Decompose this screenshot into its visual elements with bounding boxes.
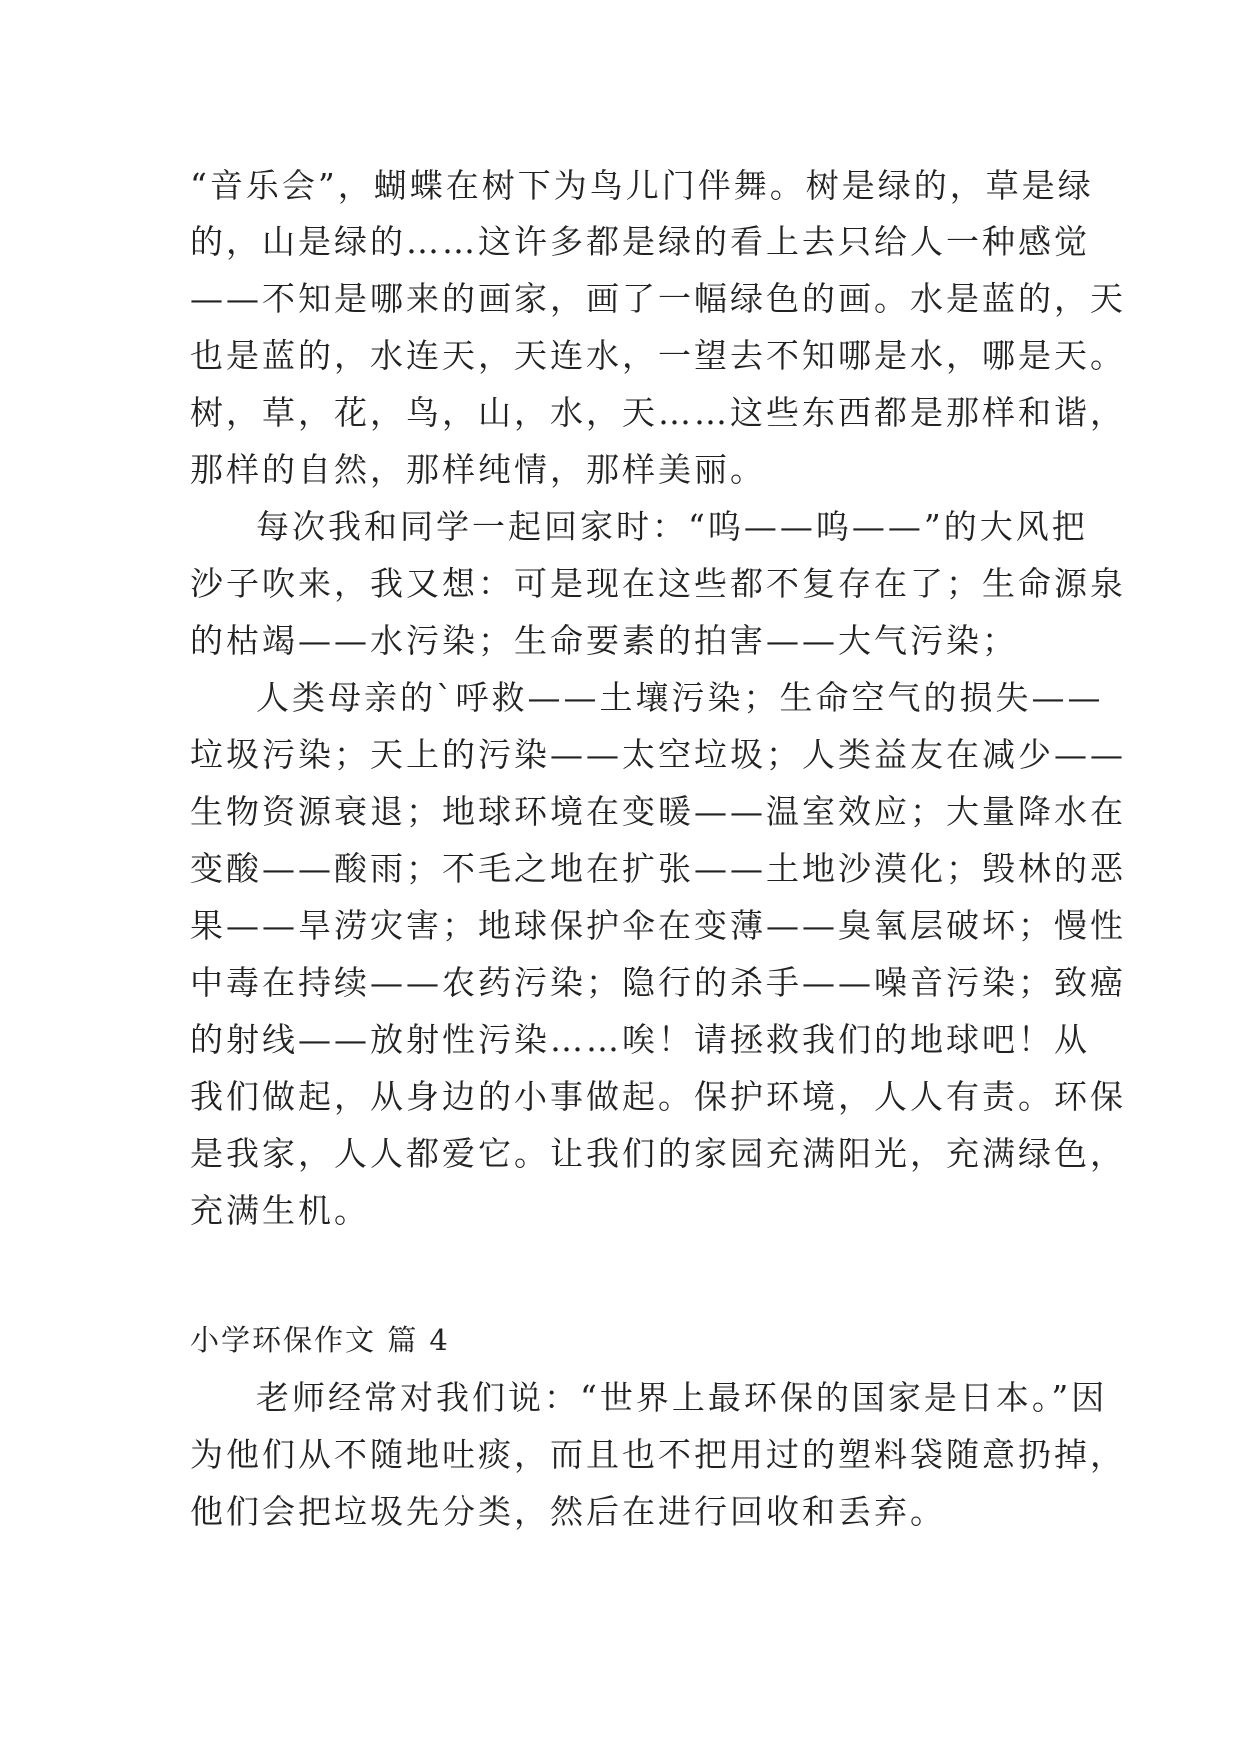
text-line: 为他们从不随地吐痰，而且也不把用过的塑料袋随意扔掉， xyxy=(190,1435,1126,1474)
text-line: 树，草，花，鸟，山，水，天……这些东西都是那样和谐， xyxy=(190,393,1126,432)
text-line: 沙子吹来，我又想：可是现在这些都不复存在了；生命源泉 xyxy=(190,564,1126,603)
text-line: 也是蓝的，水连天，天连水，一望去不知哪是水，哪是天。 xyxy=(190,336,1126,375)
text-line: 的，山是绿的……这许多都是绿的看上去只给人一种感觉 xyxy=(190,222,1090,261)
text-line: 那样的自然，那样纯情，那样美丽。 xyxy=(190,450,766,489)
text-line: ——不知是哪来的画家，画了一幅绿色的画。水是蓝的，天 xyxy=(190,279,1126,318)
text-line: 垃圾污染；天上的污染——太空垃圾；人类益友在减少—— xyxy=(190,735,1126,774)
text-line: 中毒在持续——农药污染；隐行的杀手——噪音污染；致癌 xyxy=(190,963,1126,1002)
section-heading: 小学环保作文 篇 4 xyxy=(190,1323,450,1357)
text-line: 果——旱涝灾害；地球保护伞在变薄——臭氧层破坏；慢性 xyxy=(190,906,1126,945)
text-line: 生物资源衰退；地球环境在变暖——温室效应；大量降水在 xyxy=(190,792,1126,831)
paragraph-first-line: 老师经常对我们说：“世界上最环保的国家是日本。”因 xyxy=(256,1378,1108,1417)
paragraph-first-line: 人类母亲的`呼救——土壤污染；生命空气的损失—— xyxy=(256,678,1104,717)
text-line: 变酸——酸雨；不毛之地在扩张——土地沙漠化；毁林的恶 xyxy=(190,849,1126,888)
text-line: “音乐会”，蝴蝶在树下为鸟儿门伴舞。树是绿的，草是绿 xyxy=(190,166,1094,205)
text-line: 是我家，人人都爱它。让我们的家园充满阳光，充满绿色， xyxy=(190,1134,1126,1173)
text-line: 他们会把垃圾先分类，然后在进行回收和丢弃。 xyxy=(190,1492,946,1531)
text-line: 充满生机。 xyxy=(190,1191,370,1230)
paragraph-first-line: 每次我和同学一起回家时：“呜——呜——”的大风把 xyxy=(256,507,1088,546)
text-line: 我们做起，从身边的小事做起。保护环境，人人有责。环保 xyxy=(190,1077,1126,1116)
text-line: 的射线——放射性污染……唉！请拯救我们的地球吧！从 xyxy=(190,1020,1090,1059)
text-line: 的枯竭——水污染；生命要素的拍害——大气污染； xyxy=(190,621,1018,660)
